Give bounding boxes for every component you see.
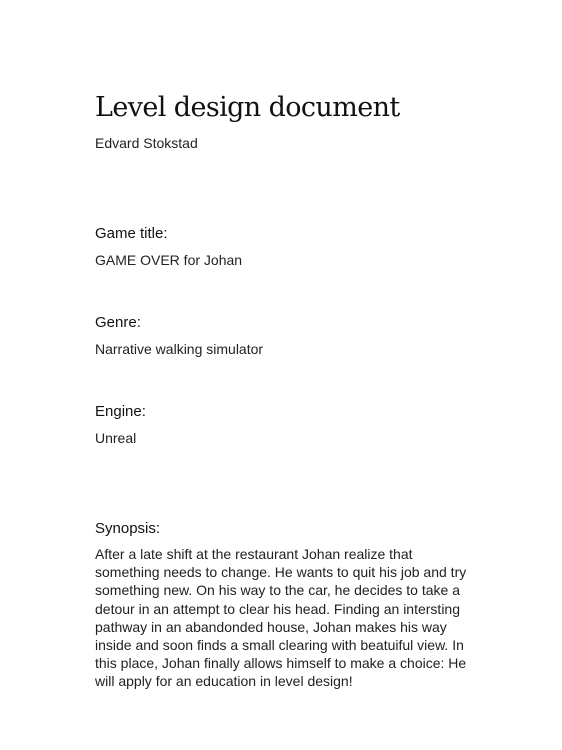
engine-value: Unreal (95, 430, 137, 446)
synopsis-text: After a late shift at the restaurant Johan realize that something needs to change. He wants to quit his job and try something new. On his way to the car, he decides to take a detour in an attempt to clear his head. Finding an intersting pathway in an abandonded house, Johan makes his way inside and soon finds a small clearing with beatuiful view. In this place, Johan finally allows himself to make a choice: He will apply for an education in level design! (95, 546, 467, 690)
synopsis-heading: Synopsis: (95, 520, 161, 537)
document-author: Edvard Stokstad (95, 135, 198, 151)
engine-heading: Engine: (95, 403, 146, 420)
genre-value: Narrative walking simulator (95, 341, 264, 357)
document-title: Level design document (95, 92, 400, 123)
game-title-heading: Game title: (95, 225, 168, 242)
genre-heading: Genre: (95, 314, 141, 331)
game-title-value: GAME OVER for Johan (95, 252, 243, 268)
